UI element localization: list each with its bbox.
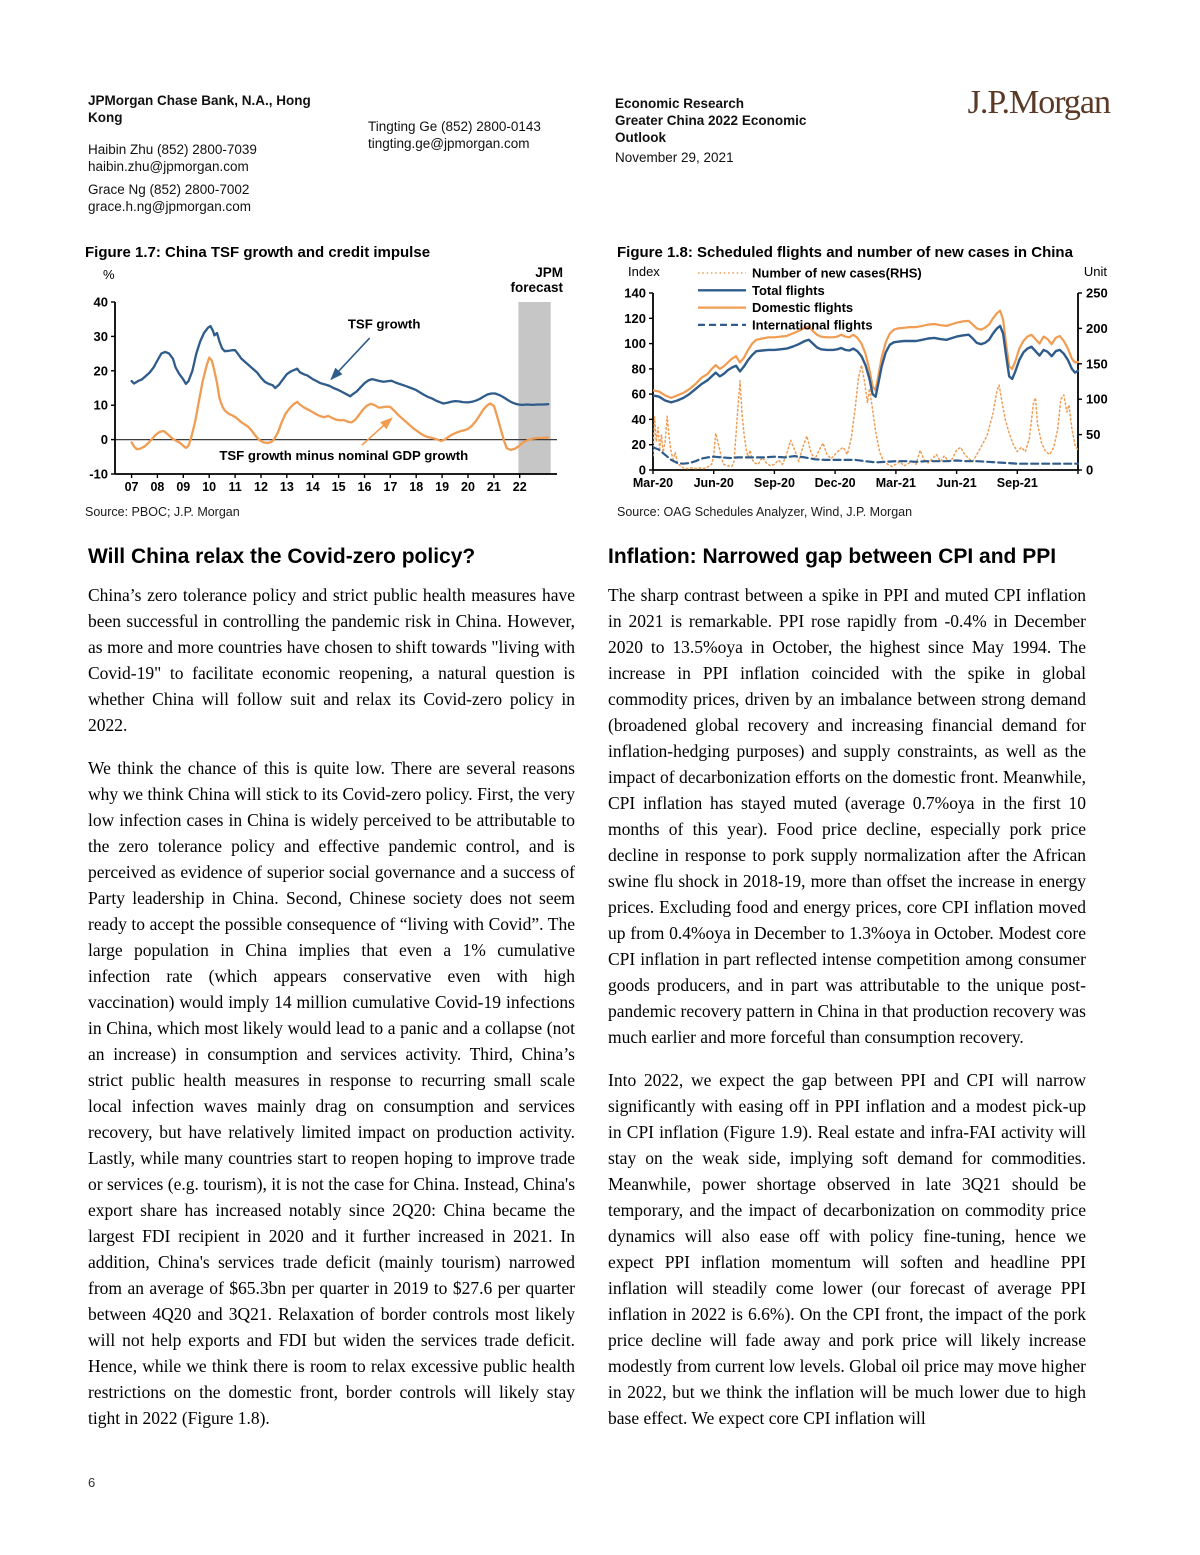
- svg-text:Domestic flights: Domestic flights: [752, 300, 854, 316]
- svg-text:Mar-20: Mar-20: [632, 476, 674, 490]
- report-title: Greater China 2022 Economic Outlook: [615, 113, 807, 145]
- svg-text:Sep-21: Sep-21: [996, 476, 1038, 490]
- series-tsf-growth-minus-nominal-gdp-growth: [132, 358, 549, 450]
- contact-email: grace.h.ng@jpmorgan.com: [88, 199, 252, 214]
- svg-text:Index: Index: [628, 265, 660, 279]
- page-number: 6: [88, 1475, 96, 1490]
- svg-text:Number of new cases(RHS): Number of new cases(RHS): [752, 265, 922, 281]
- svg-text:140: 140: [624, 285, 646, 301]
- svg-text:Sep-20: Sep-20: [753, 476, 795, 490]
- section-heading-covid-zero: Will China relax the Covid-zero policy?: [88, 545, 476, 568]
- svg-text:21: 21: [486, 480, 501, 494]
- svg-text:TSF growth minus nominal GDP g: TSF growth minus nominal GDP growth: [219, 448, 469, 464]
- svg-text:120: 120: [624, 310, 646, 326]
- series-tsf-growth: [132, 326, 549, 405]
- svg-text:08: 08: [150, 480, 165, 494]
- jpmorgan-logo: J.P.Morgan: [967, 84, 1110, 121]
- svg-text:0: 0: [1086, 462, 1094, 478]
- contact-haibin-zhu: [88, 141, 257, 175]
- bank-office: JPMorgan Chase Bank, N.A., Hong Kong: [88, 93, 311, 125]
- contact-email: haibin.zhu@jpmorgan.com: [88, 159, 249, 174]
- body-paragraph: China’s zero tolerance policy and strict public health measures have been successful in controlling the pandemic risk in China. However, as more and more countries have chosen to shift towards "living with Covid-19" to facilitate economic reopening, a natural question is whether China will follow suit and relax its Covid-zero policy in 2022.: [88, 585, 575, 735]
- series-number-of-new-cases-rhs-: [653, 365, 1078, 468]
- svg-text:22: 22: [512, 480, 527, 494]
- svg-text:12: 12: [254, 480, 268, 494]
- svg-text:16: 16: [357, 480, 372, 494]
- svg-text:Jun-21: Jun-21: [936, 476, 977, 490]
- research-type: Economic Research: [615, 96, 745, 111]
- right-text-column: [608, 543, 1086, 1448]
- svg-text:80: 80: [631, 361, 646, 377]
- contact-name: Grace Ng (852) 2800-7002: [88, 182, 250, 197]
- forecast-band: [518, 302, 550, 474]
- contact-tingting-ge: [368, 118, 541, 152]
- svg-text:13: 13: [279, 480, 294, 494]
- svg-text:09: 09: [176, 480, 191, 494]
- figure-1-7-title: Figure 1.7: China TSF growth and credit impulse: [85, 244, 431, 261]
- svg-text:forecast: forecast: [510, 280, 563, 295]
- svg-text:18: 18: [409, 480, 424, 494]
- series-international-flights: [653, 447, 1078, 464]
- contact-name: Haibin Zhu (852) 2800-7039: [88, 142, 257, 157]
- svg-text:20: 20: [461, 480, 475, 494]
- svg-text:14: 14: [305, 480, 320, 494]
- contact-email: tingting.ge@jpmorgan.com: [368, 136, 530, 151]
- svg-text:Unit: Unit: [1083, 265, 1107, 279]
- report-meta: [615, 95, 845, 166]
- svg-text:100: 100: [624, 336, 646, 352]
- figure-1-7: [85, 243, 579, 520]
- section-heading-inflation: Inflation: Narrowed gap between CPI and PPI: [608, 545, 1057, 568]
- tsf-growth-chart: [85, 265, 579, 502]
- svg-text:-10: -10: [89, 466, 108, 482]
- svg-text:0: 0: [100, 432, 108, 448]
- contact-name: Tingting Ge (852) 2800-0143: [368, 119, 541, 134]
- svg-text:30: 30: [93, 328, 108, 344]
- svg-text:200: 200: [1086, 320, 1108, 336]
- svg-text:40: 40: [93, 294, 108, 310]
- body-paragraph: We think the chance of this is quite low. There are several reasons why we think China will stick to its Covid-zero policy. First, the very low infection cases in China is widely perceived to be attributable to the zero tolerance policy and effective pandemic control, and is perceived as evidence of superior social governance and a success of Party leadership in China. Second, Chinese society does not seem ready to accept the possible consequence of “living with Covid”. The large population in China implies that even a 1% cumulative infection rate (which appears conservative even with high vaccination) would imply 14 million cumulative Covid-19 infections in China, which most likely would lead to a panic and a collapse (not an increase) in consumption and services activity. Third, China’s strict public health measures in response to recurring small scale local infection waves mainly drag on consumption and services recovery, but have relatively limited impact on production activity. Lastly, while many countries start to reopen hoping to improve trade or services (e.g. tourism), it is not the case for China. Instead, China's export share has increased notably since 2Q20: China became the largest FDI recipient in 2020 and it further increased in 2021. In addition, China's services trade deficit (mainly tourism) narrowed from an average of $65.3bn per quarter in 2019 to $27.6 per quarter between 4Q20 and 3Q21. Relaxation of border controls most likely will not help exports and FDI but widen the services trade deficit. Hence, while we think there is room to relax excessive public health restrictions on the domestic front, border controls will likely stay tight in 2022 (Figure 1.8).: [88, 758, 575, 1428]
- svg-text:20: 20: [631, 437, 646, 453]
- svg-text:250: 250: [1086, 285, 1108, 301]
- figure-1-8-source: Source: OAG Schedules Analyzer, Wind, J.P. Morgan: [617, 505, 913, 519]
- svg-text:15: 15: [331, 480, 346, 494]
- svg-text:%: %: [103, 267, 115, 282]
- left-text-column: [88, 543, 575, 1448]
- figure-1-8: [617, 243, 1111, 520]
- flights-cases-chart: [617, 265, 1111, 502]
- svg-text:10: 10: [202, 480, 217, 494]
- figure-1-7-source: Source: PBOC; J.P. Morgan: [85, 505, 240, 519]
- svg-text:20: 20: [93, 363, 108, 379]
- svg-text:19: 19: [435, 480, 450, 494]
- svg-text:10: 10: [93, 397, 108, 413]
- svg-text:11: 11: [228, 480, 242, 494]
- svg-text:07: 07: [124, 480, 139, 494]
- svg-text:Jun-20: Jun-20: [693, 476, 734, 490]
- body-paragraph: The sharp contrast between a spike in PPI and muted CPI inflation in 2021 is remarkable. PPI rose rapidly from -0.4% in December 2020 to 13.5%oya in October, the highest since May 1994. The increase in PPI inflation coincided with the spike in global commodity prices, driven by an imbalance between strong demand (broadened global recovery and increasing financial demand for inflation-hedging purposes) and supply constraints, as well as the impact of decarbonization efforts on the domestic front. Meanwhile, CPI inflation has stayed muted (average 0.7%oya in the first 10 months of this year). Food price decline, especially pork price decline in response to pork supply normalization after the African swine flu shock in 2018-19, more than offset the increase in energy prices. Excluding food and energy prices, core CPI inflation moved up from 0.4%oya in December to 1.3%oya in October. Modest core CPI inflation in part reflected intense competition among consumer goods producers, and in part was attributable to the unique post-pandemic recovery pattern in China in that production recovery was much earlier and more forceful than consumption recovery.: [608, 585, 1086, 1047]
- body-paragraph: Into 2022, we expect the gap between PPI and CPI will narrow significantly with easing off in PPI inflation and a modest pick-up in CPI inflation (Figure 1.9). Real estate and infra-FAI activity will stay on the weak side, implying soft demand for commodities. Meanwhile, power shortage observed in late 3Q21 should be temporary, and the impact of decarbonization on commodity price dynamics will also ease off with policy fine-tuning, hence we expect PPI inflation momentum will soften and headline PPI inflation will steadily come lower (our forecast of average PPI inflation in 2022 is 6.6%). On the CPI front, the impact of the pork price decline will fade away and pork price will likely increase modestly from current low levels. Global oil price may move higher in 2022, but we think the inflation will be much lower due to high base effect. We expect core CPI inflation will: [608, 1070, 1086, 1428]
- svg-text:Mar-21: Mar-21: [875, 476, 917, 490]
- svg-text:Dec-20: Dec-20: [814, 476, 856, 490]
- figure-1-8-title: Figure 1.8: Scheduled flights and number of new cases in China: [617, 244, 1073, 261]
- svg-text:International flights: International flights: [752, 317, 873, 333]
- svg-text:17: 17: [383, 480, 398, 494]
- report-date: November 29, 2021: [615, 150, 734, 165]
- contact-grace-ng: [88, 181, 251, 215]
- svg-text:0: 0: [638, 462, 646, 478]
- svg-text:60: 60: [631, 386, 646, 402]
- svg-text:50: 50: [1086, 427, 1101, 443]
- svg-text:100: 100: [1086, 391, 1108, 407]
- svg-text:150: 150: [1086, 356, 1108, 372]
- svg-text:Total flights: Total flights: [752, 282, 825, 298]
- svg-text:40: 40: [631, 411, 646, 427]
- svg-text:TSF growth: TSF growth: [347, 316, 421, 332]
- svg-text:JPM: JPM: [535, 265, 563, 280]
